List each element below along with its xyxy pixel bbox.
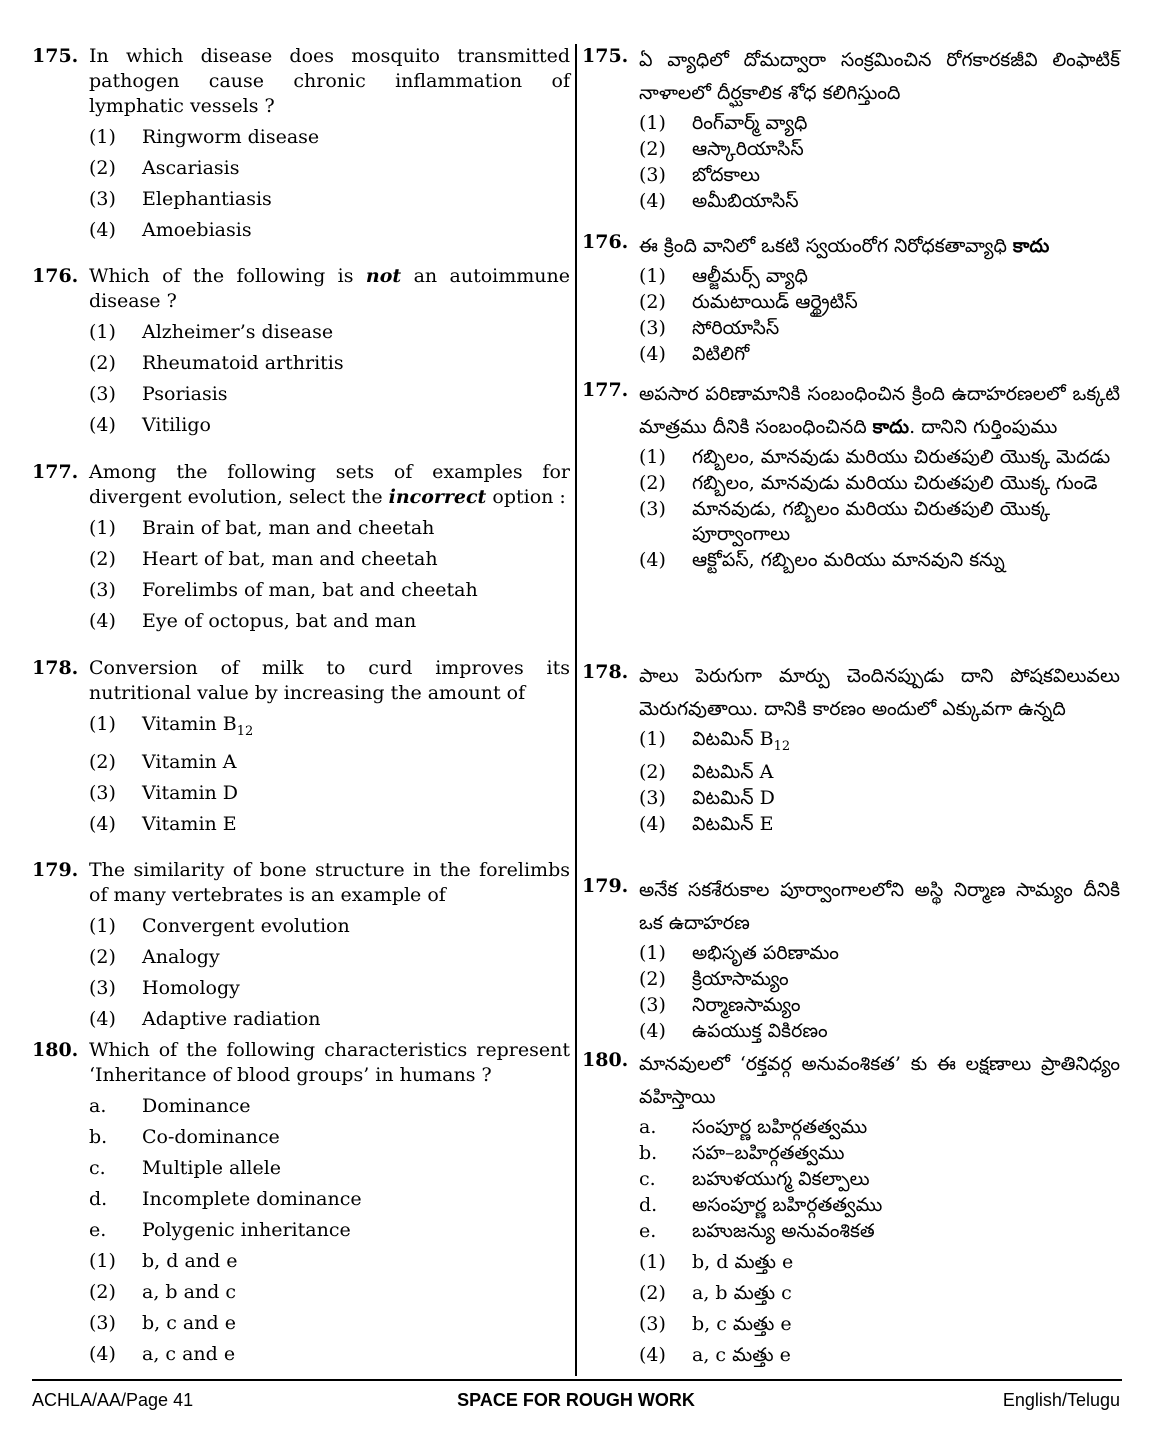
item-label: d. (639, 1194, 658, 1216)
option-4[interactable] (89, 218, 570, 243)
option-label: (1) (89, 713, 116, 735)
option-2[interactable] (89, 1280, 570, 1305)
option-text: విటమిన్ D (692, 786, 775, 809)
option-1[interactable] (639, 941, 1120, 966)
option-label: (3) (639, 1313, 666, 1335)
list-item (89, 1218, 570, 1243)
option-label: (3) (639, 786, 666, 809)
question-number: 180. (32, 1039, 79, 1061)
question-text-part: an autoimmune disease ? (89, 265, 570, 312)
option-text (142, 712, 570, 744)
option-text: గబ్బిలం, మానవుడు మరియు చిరుతపులి యొక్క మెదడు (692, 446, 1111, 468)
option-label: (4) (639, 812, 666, 835)
item-text: అసంపూర్ణ బహిర్గతత్వము (692, 1194, 883, 1216)
item-text: Incomplete dominance (142, 1188, 362, 1210)
option-3[interactable] (639, 497, 1120, 547)
option-2[interactable] (639, 290, 1120, 315)
option-text-main: విటమిన్ B (692, 728, 774, 750)
option-label: (2) (89, 157, 116, 179)
option-label: (4) (89, 414, 116, 436)
option-label: (1) (639, 265, 666, 287)
option-text: Heart of bat, man and cheetah (142, 548, 438, 570)
option-2[interactable] (89, 750, 570, 775)
question-176 (32, 264, 570, 436)
option-text: Forelimbs of man, bat and cheetah (142, 579, 478, 601)
language-label: English/Telugu (1002, 1390, 1120, 1410)
option-label: (3) (639, 498, 666, 520)
option-text: గబ్బిలం, మానవుడు మరియు చిరుతపులి యొక్క గుండె (692, 472, 1098, 494)
option-label: (3) (639, 994, 666, 1016)
option-1[interactable] (89, 914, 570, 939)
item-text: బహుళయుగ్మ వికల్పాలు (692, 1168, 870, 1190)
item-label: b. (639, 1142, 658, 1164)
option-4[interactable] (89, 1007, 570, 1032)
question-emphasis: incorrect (388, 486, 487, 508)
question-emphasis: కాదు (1012, 235, 1050, 257)
item-text: Dominance (142, 1095, 251, 1117)
option-text: b, c మత్తు e (692, 1313, 792, 1335)
option-2[interactable] (89, 351, 570, 376)
option-1[interactable] (89, 320, 570, 345)
option-label: (4) (89, 219, 116, 241)
option-3[interactable] (89, 976, 570, 1001)
option-4[interactable] (639, 812, 1120, 837)
option-1[interactable] (639, 111, 1120, 136)
option-text: Vitiligo (142, 414, 211, 436)
question-175 (32, 44, 570, 240)
option-text: ఆస్కారియాసిస్ (692, 138, 804, 160)
option-text: a, b మత్తు c (692, 1282, 792, 1304)
question-177 (32, 460, 570, 632)
option-text: విటమిన్ A (692, 760, 774, 783)
question-179-telugu (582, 874, 1120, 1044)
option-text: అభిసృత పరిణామం (692, 942, 839, 964)
option-4[interactable] (89, 1342, 570, 1367)
question-text-part: ఈ క్రింది వానిలో ఒకటి స్వయంరోగ నిరోధకతావ్యాధి (639, 235, 1013, 257)
option-text: విటిలిగో (692, 343, 750, 365)
option-label: (4) (639, 1020, 666, 1042)
list-item (89, 1187, 570, 1212)
question-number: 177. (32, 461, 79, 483)
option-text (692, 727, 1120, 759)
question-number: 179. (32, 859, 79, 881)
option-text: a, b and c (142, 1281, 237, 1303)
question-text: Conversion of milk to curd improves its nutritional value by increasing the amount of (89, 657, 570, 704)
option-text: రుమటాయిడ్ ఆర్థ్రైటిస్ (692, 291, 858, 313)
question-number: 175. (32, 45, 79, 67)
option-text: ఉపయుక్త వికిరణం (692, 1020, 828, 1042)
list-item (639, 1193, 1120, 1218)
question-178-telugu (582, 660, 1120, 870)
option-label: (4) (639, 549, 666, 571)
option-label: (3) (89, 977, 116, 999)
option-label: (1) (639, 1251, 666, 1273)
option-label: (2) (89, 352, 116, 374)
question-text (639, 230, 1120, 263)
option-label: (2) (639, 291, 666, 313)
question-text-part: Among the following sets of examples for divergent evolution, select the (89, 461, 570, 508)
item-text: Multiple allele (142, 1157, 282, 1179)
question-number: 176. (32, 265, 79, 287)
option-text: Vitamin D (142, 781, 239, 804)
page-code: ACHLA/AA/Page 41 (32, 1390, 194, 1410)
item-text: సంపూర్ణ బహిర్గతత్వము (692, 1116, 868, 1138)
option-text: Analogy (142, 946, 220, 968)
list-item (639, 1115, 1120, 1140)
option-3[interactable] (89, 382, 570, 407)
option-text-main: Vitamin B (142, 713, 237, 735)
option-1[interactable] (639, 1250, 1120, 1275)
option-2[interactable] (89, 156, 570, 181)
item-label: a. (89, 1095, 107, 1117)
item-text: సహ–బహిర్గతత్వము (692, 1142, 845, 1164)
item-label: c. (89, 1157, 106, 1179)
option-text: రింగ్‌వార్మ్ వ్యాధి (692, 112, 808, 134)
question-text: The similarity of bone structure in the forelimbs of many vertebrates is an example of (89, 859, 570, 906)
option-2[interactable] (639, 967, 1120, 992)
option-text: b, c and e (142, 1312, 236, 1334)
question-text: పాలు పెరుగుగా మార్పు చెందినప్పుడు దాని పోషకవిలువలు మెరుగవుతాయి. దానికి కారణం అందులో ఎక్కువగా ఉన్నది (639, 665, 1120, 720)
question-text: మానవులలో ‘రక్తవర్గ అనువంశికత’ కు ఈ లక్షణాలు ప్రాతినిధ్యం వహిస్తాయి (639, 1053, 1120, 1108)
option-label: (2) (639, 760, 666, 783)
option-text: b, d మత్తు e (692, 1251, 794, 1273)
option-2[interactable] (639, 1281, 1120, 1306)
question-number: 180. (582, 1049, 629, 1071)
question-text (89, 460, 570, 510)
option-text: విటమిన్ E (692, 812, 774, 835)
item-label: d. (89, 1188, 108, 1210)
option-label: (1) (89, 1250, 116, 1272)
option-label: (1) (89, 915, 116, 937)
rough-work-label: SPACE FOR ROUGH WORK (457, 1390, 695, 1410)
option-3[interactable] (639, 163, 1120, 188)
question-number: 179. (582, 875, 629, 897)
item-text: బహుజన్యు అనువంశికత (692, 1220, 875, 1242)
option-text: b, d and e (142, 1250, 238, 1272)
option-label: (2) (89, 1281, 116, 1303)
option-subscript: 12 (236, 723, 254, 739)
option-4[interactable] (89, 812, 570, 837)
question-text-part: . దానిని గుర్తింపుము (909, 416, 1058, 438)
option-text: Brain of bat, man and cheetah (142, 517, 435, 539)
question-number: 175. (582, 45, 629, 67)
question-180-telugu (582, 1048, 1120, 1368)
question-text: In which disease does mosquito transmitted pathogen cause chronic inflammation of lymphatic vessels ? (89, 45, 570, 117)
option-text: Vitamin E (142, 812, 237, 835)
option-label: (4) (639, 1344, 666, 1366)
question-text: ఏ వ్యాధిలో దోమద్వారా సంక్రమించిన రోగకారకజీవి లింఫాటిక్ నాళాలలో దీర్ఘకాలిక శోధ కలిగిస్తుంది (639, 49, 1120, 104)
option-text: Ascariasis (142, 157, 240, 179)
option-label: (4) (89, 610, 116, 632)
question-text-part: Which of the following is (89, 265, 366, 287)
option-label: (1) (639, 728, 666, 750)
option-label: (4) (89, 1008, 116, 1030)
option-3[interactable] (89, 781, 570, 806)
option-4[interactable] (639, 189, 1120, 214)
telugu-column (582, 44, 1120, 1368)
option-text: మానవుడు, గబ్బిలం మరియు చిరుతపులి యొక్క పూర్వాంగాలు (692, 498, 1051, 545)
question-179 (32, 858, 570, 1030)
question-emphasis: కాదు (872, 416, 910, 438)
option-label: (4) (89, 812, 116, 835)
option-text: a, c and e (142, 1343, 236, 1365)
option-label: (1) (89, 321, 116, 343)
option-3[interactable] (89, 578, 570, 603)
question-177-telugu (582, 378, 1120, 656)
option-2[interactable] (89, 547, 570, 572)
option-4[interactable] (639, 342, 1120, 367)
option-text: బోదకాలు (692, 164, 761, 186)
option-text: Ringworm disease (142, 126, 320, 148)
option-label: (1) (639, 446, 666, 468)
option-label: (2) (89, 548, 116, 570)
question-text (639, 378, 1120, 444)
option-label: (2) (89, 946, 116, 968)
option-3[interactable] (89, 1311, 570, 1336)
option-1[interactable] (89, 712, 570, 744)
option-label: (3) (89, 1312, 116, 1334)
option-text: Amoebiasis (142, 219, 252, 241)
option-text: ఆక్టోపస్, గబ్బిలం మరియు మానవుని కన్ను (692, 549, 1005, 571)
question-text (89, 264, 570, 314)
option-4[interactable] (89, 609, 570, 634)
question-text-part: option : (486, 486, 566, 508)
option-1[interactable] (89, 1249, 570, 1274)
option-1[interactable] (639, 727, 1120, 759)
option-4[interactable] (639, 1019, 1120, 1044)
question-text: అనేక సకశేరుకాల పూర్వాంగాలలోని అస్థి నిర్మాణ సామ్యం దీనికి ఒక ఉదాహరణ (639, 879, 1120, 934)
column-divider (575, 44, 577, 1376)
option-label: (4) (639, 343, 666, 365)
option-label: (4) (89, 1343, 116, 1365)
option-2[interactable] (89, 945, 570, 970)
option-label: (4) (639, 190, 666, 212)
option-label: (1) (639, 112, 666, 134)
question-178 (32, 656, 570, 834)
question-text: Which of the following characteristics represent ‘Inheritance of blood groups’ in humans ? (89, 1039, 570, 1086)
footer-rule (32, 1379, 1122, 1381)
list-item (89, 1094, 570, 1119)
option-3[interactable] (639, 786, 1120, 811)
list-item (639, 1141, 1120, 1166)
question-176-telugu (582, 230, 1120, 372)
question-number: 177. (582, 379, 629, 401)
option-text: Elephantiasis (142, 188, 272, 210)
option-3[interactable] (639, 1312, 1120, 1337)
item-text: Polygenic inheritance (142, 1219, 351, 1241)
item-label: c. (639, 1168, 656, 1190)
option-text: క్రియాసామ్యం (692, 968, 789, 990)
option-2[interactable] (639, 471, 1120, 496)
option-label: (2) (639, 138, 666, 160)
option-text: Vitamin A (142, 750, 237, 773)
option-1[interactable] (639, 445, 1120, 470)
option-label: (3) (89, 579, 116, 601)
question-number: 178. (32, 657, 79, 679)
question-number: 176. (582, 231, 629, 253)
option-1[interactable] (89, 125, 570, 150)
option-text: Adaptive radiation (142, 1008, 321, 1030)
option-label: (3) (639, 164, 666, 186)
option-1[interactable] (639, 264, 1120, 289)
option-label: (3) (89, 383, 116, 405)
option-text: Convergent evolution (142, 915, 350, 937)
option-text: ఆల్జీమర్స్ వ్యాధి (692, 265, 808, 287)
option-text: a, c మత్తు e (692, 1344, 791, 1366)
option-1[interactable] (89, 516, 570, 541)
question-180 (32, 1038, 570, 1367)
list-item (89, 1125, 570, 1150)
option-text: నిర్మాణసామ్యం (692, 994, 801, 1016)
option-label: (3) (89, 781, 116, 804)
option-2[interactable] (639, 137, 1120, 162)
question-emphasis: not (365, 265, 402, 287)
option-text: అమీబియాసిస్ (692, 190, 799, 212)
option-text: Rheumatoid arthritis (142, 352, 344, 374)
item-label: b. (89, 1126, 108, 1148)
list-item (639, 1219, 1120, 1244)
english-column (32, 44, 570, 1367)
item-label: e. (89, 1219, 107, 1241)
item-text: Co-dominance (142, 1126, 280, 1148)
question-text-part: అపసార పరిణామానికి సంబంధించిన క్రింది ఉదాహరణలలో ఒక్కటి మాత్రము దీనికి సంబంధించినది (639, 383, 1120, 438)
option-text: Alzheimer’s disease (142, 321, 334, 343)
option-label: (1) (89, 126, 116, 148)
option-subscript: 12 (773, 738, 791, 754)
option-label: (2) (89, 750, 116, 773)
item-label: a. (639, 1116, 657, 1138)
option-4[interactable] (639, 1343, 1120, 1368)
option-label: (1) (639, 942, 666, 964)
option-label: (2) (639, 968, 666, 990)
option-label: (2) (639, 472, 666, 494)
option-2[interactable] (639, 760, 1120, 785)
option-text: సోరియాసిస్ (692, 317, 780, 339)
option-3[interactable] (89, 187, 570, 212)
question-175-telugu (582, 44, 1120, 226)
option-text: Eye of octopus, bat and man (142, 610, 417, 632)
option-text: Homology (142, 977, 240, 999)
item-label: e. (639, 1220, 657, 1242)
option-4[interactable] (89, 413, 570, 438)
option-label: (3) (89, 188, 116, 210)
question-number: 178. (582, 661, 629, 683)
option-text: Psoriasis (142, 383, 228, 405)
option-label: (2) (639, 1282, 666, 1304)
option-4[interactable] (639, 548, 1120, 573)
option-3[interactable] (639, 316, 1120, 341)
list-item (89, 1156, 570, 1181)
list-item (639, 1167, 1120, 1192)
option-label: (3) (639, 317, 666, 339)
option-3[interactable] (639, 993, 1120, 1018)
option-label: (1) (89, 517, 116, 539)
